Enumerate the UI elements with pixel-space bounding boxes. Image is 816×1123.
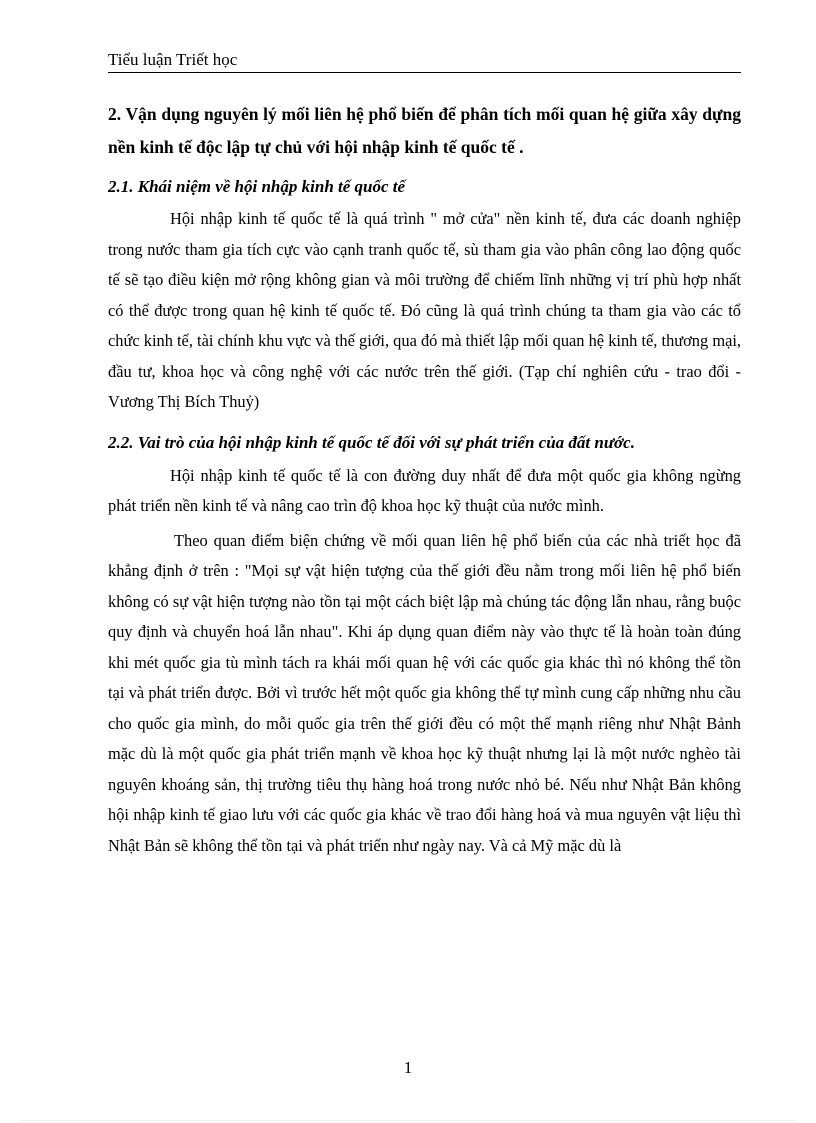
paragraph [108,461,741,522]
paragraph-text: Hội nhập kinh tế quốc tế là quá trình " mở cửa" nền kinh tế, đưa các doanh nghiệp trong nước tham gia tích cực vào cạnh tranh quốc tế, sù tham gia vào phân công lao động quốc tế sẽ tạo điều kiện mở rộng không gian và môi trường để chiếm lĩnh những vị trí phù hợp nhất có thể được trong quan hệ kinh tế quốc tế. Đó cũng là quá trình chúng ta tham gia vào các tổ chức kinh tế, tài chính khu vực và thế giới, qua đó mà thiết lập mối quan hệ kinh tế, thương mại, đầu tư, khoa học và công nghệ với các nước trên thế giới. (Tạp chí nghiên cứu - trao đổi - Vương Thị Bích Thuỷ) [108,209,741,411]
section-title: 2. Vận dụng nguyên lý mối liên hệ phổ biến để phân tích mối quan hệ giữa xây dựng nền kinh tế độc lập tự chủ với hội nhập kinh tế quốc tế . [108,104,741,157]
subsection-heading-2-2: 2.2. Vai trò của hội nhập kinh tế quốc tế đối với sự phát triển của đất nước. [108,432,635,452]
document-title: Tiểu luận Triết học [108,50,238,69]
paragraph-text: Theo quan điểm biện chứng về mối quan liên hệ phổ biến của các nhà triết học đã khẳng định ở trên : "Mọi sự vật hiện tượng của thế giới đều nằm trong mối liên hệ phổ biến không có sự vật hiện tượng nào tồn tại một cách biệt lập mà chúng tác động lẫn nhau, rằng buộc quy định và chuyển hoá lẫn nhau". Khi áp dụng quan điểm này vào thực tế là hoàn toàn đúng khi mét quốc gia tù mình tách ra khái mối quan hệ với các quốc gia khác thì nó không thể tồn tại và phát triển được. Bởi vì trước hết một quốc gia không thể tự mình cung cấp những nhu cầu cho quốc gia mình, do mỗi quốc gia trên thế giới đều có một thế mạnh riêng như Nhật Bảnh mặc dù là một quốc gia phát triển mạnh về khoa học kỹ thuật nhưng lại là một nước nghèo tài nguyên khoáng sản, thị trường tiêu thụ hàng hoá trong nước nhỏ bé. Nếu như Nhật Bản không hội nhập kinh tế giao lưu với các quốc gia khác về trao đổi hàng hoá và mua nguyên vật liệu thì Nhật Bản sẽ không thể tồn tại và phát triển như ngày nay. Và cả Mỹ mặc dù là [108,530,741,855]
paragraph [108,526,741,862]
paragraph-text: Hội nhập kinh tế quốc tế là con đường duy nhất để đưa một quốc gia không ngừng phát triển nền kinh tế và nâng cao trìn độ khoa học kỹ thuật của nước mình. [108,465,741,515]
subsection-heading-2-1: 2.1. Khái niệm về hội nhập kinh tế quốc tế [108,177,406,196]
document-body [108,92,741,861]
page-header [108,48,741,73]
paragraph [108,204,741,418]
page-edge-divider [20,1120,796,1121]
page-number: 1 [403,1058,413,1077]
